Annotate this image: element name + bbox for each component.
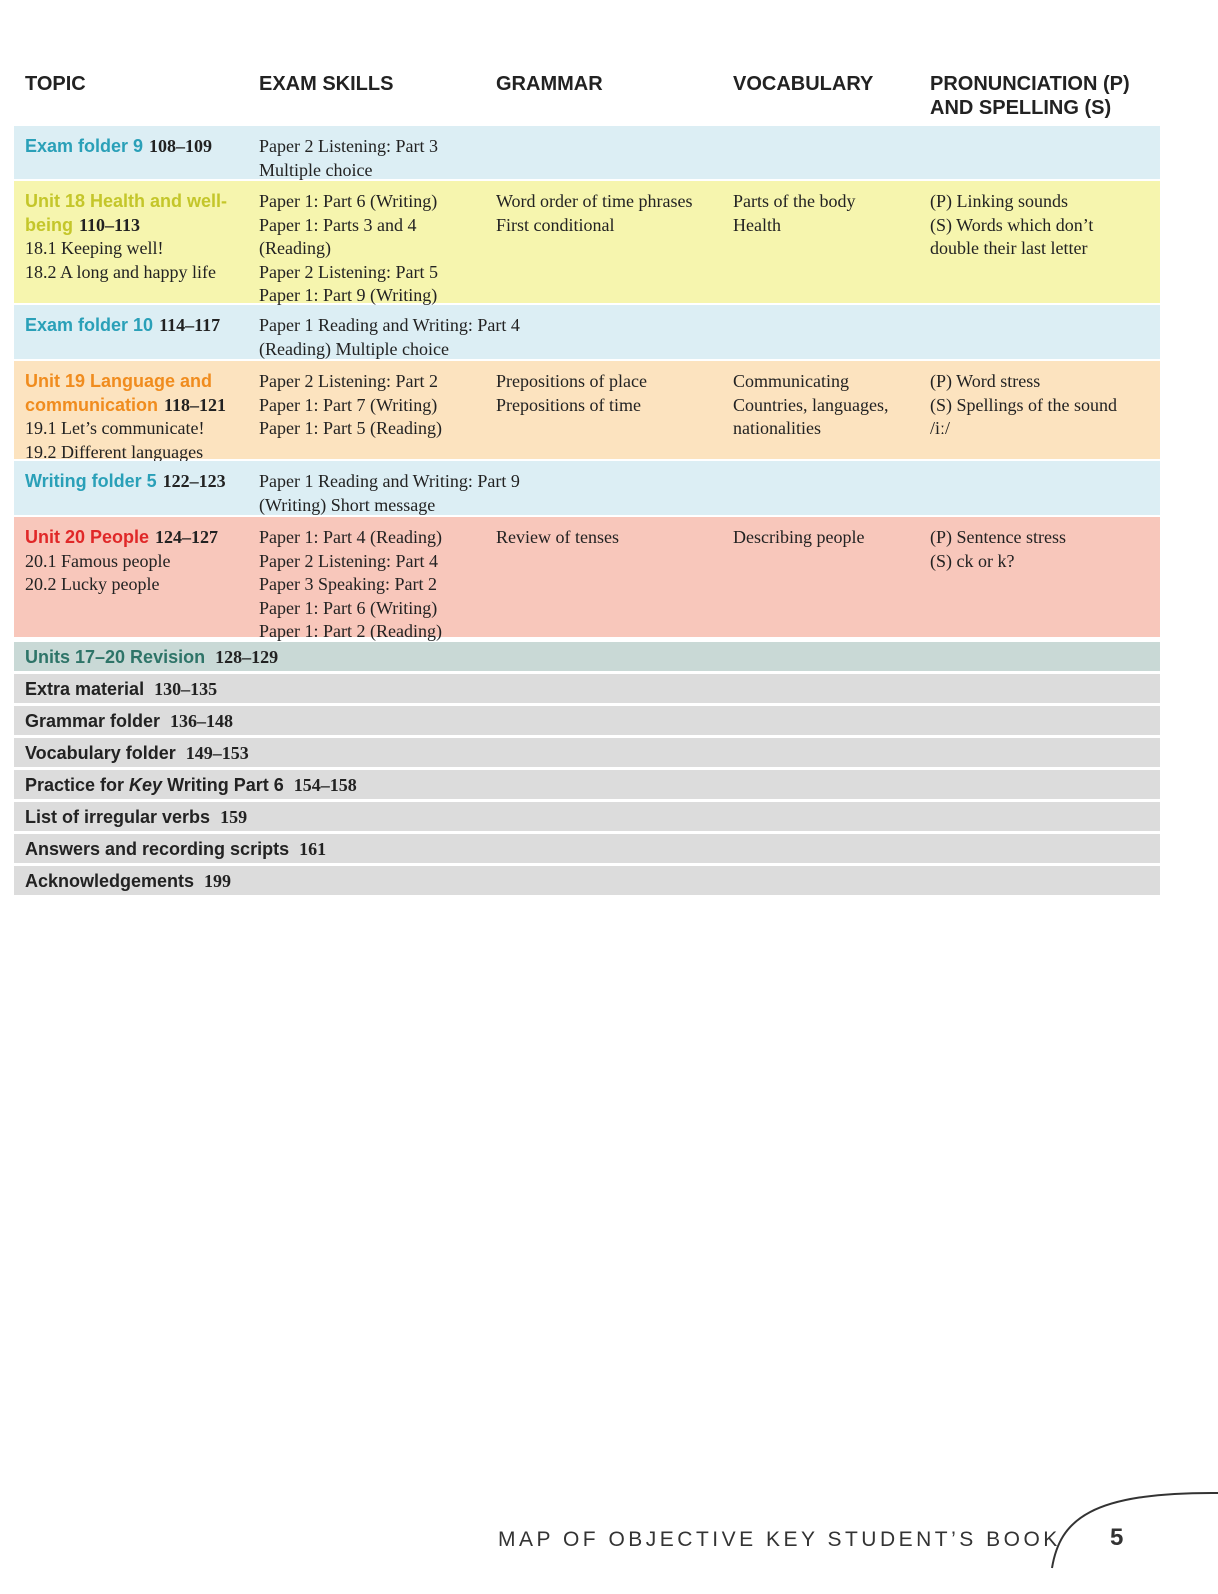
exam-skill-line: Multiple choice — [259, 159, 373, 180]
topic-cell — [25, 370, 253, 464]
pronunciation-line: (S) Words which don’t — [930, 214, 1094, 235]
appendix-title: Acknowledgements — [25, 871, 195, 891]
topic-title-line — [25, 370, 253, 394]
topic-title: Exam folder 10 — [25, 315, 154, 335]
topic-title: Exam folder 9 — [25, 136, 144, 156]
appendix-label — [25, 707, 233, 736]
pronunciation-line: (S) ck or k? — [930, 550, 1015, 571]
header-topic: TOPIC — [25, 73, 86, 95]
topic-title-line — [25, 214, 253, 238]
exam-skill-line: Paper 2 Listening: Part 3 — [259, 136, 438, 156]
header-grammar: GRAMMAR — [496, 73, 603, 95]
vocabulary-cell — [733, 370, 923, 441]
topic-pages: 114–117 — [159, 315, 221, 335]
grammar-line: Word order of time phrases — [496, 191, 693, 211]
exam-skill-line: Paper 2 Listening: Part 2 — [259, 371, 438, 391]
header-pronunciation-line: PRONUNCIATION (P) — [930, 73, 1130, 95]
exam-skill-line: Paper 1: Parts 3 and 4 — [259, 214, 417, 235]
appendix-pages: 128–129 — [215, 647, 279, 667]
grammar-line: Prepositions of time — [496, 394, 641, 415]
appendix-label — [25, 643, 278, 672]
appendix-label — [25, 771, 357, 800]
appendix-row — [14, 802, 1160, 831]
appendix-pages: 199 — [204, 871, 232, 891]
table-row — [14, 517, 1160, 641]
exam-skill-line: Paper 1: Part 7 (Writing) — [259, 394, 438, 415]
topic-title: Unit 19 Language and — [25, 371, 213, 391]
vocabulary-line: nationalities — [733, 418, 821, 438]
topic-pages: 118–121 — [164, 394, 227, 415]
exam-skill-line: (Reading) Multiple choice — [259, 338, 449, 359]
topic-title-line — [25, 470, 253, 494]
vocabulary-cell — [733, 526, 923, 550]
pronunciation-line: double their last letter — [930, 238, 1088, 258]
appendix-label — [25, 803, 247, 832]
pronunciation-line: (P) Sentence stress — [930, 527, 1066, 547]
header-exam-skills: EXAM SKILLS — [259, 73, 394, 95]
table-row — [14, 126, 1160, 179]
exam-skill-line: Paper 2 Listening: Part 4 — [259, 550, 438, 571]
topic-lesson: 18.1 Keeping well! — [25, 238, 164, 258]
exam-skill-line: Paper 2 Listening: Part 5 — [259, 261, 438, 282]
appendix-title: Answers and recording scripts — [25, 839, 290, 859]
appendix-row — [14, 834, 1160, 863]
exam-skill-line: Paper 1 Reading and Writing: Part 4 — [259, 315, 520, 335]
header-pronunciation — [930, 72, 1130, 120]
appendix-row — [14, 770, 1160, 799]
appendix-title: Units 17–20 Revision — [25, 647, 206, 667]
appendix-row — [14, 674, 1160, 703]
exam-skills-cell — [259, 370, 481, 441]
exam-skills-cell — [259, 470, 520, 517]
vocabulary-line: Describing people — [733, 527, 865, 547]
exam-skill-line: Paper 1: Part 5 (Reading) — [259, 418, 442, 438]
grammar-cell — [496, 526, 724, 550]
appendix-pages: 154–158 — [293, 775, 357, 795]
pronunciation-cell — [930, 190, 1155, 261]
appendix-pages: 136–148 — [170, 711, 234, 731]
topic-lesson: 20.1 Famous people — [25, 550, 171, 571]
exam-skill-line: Paper 1: Part 2 (Reading) — [259, 621, 442, 641]
grammar-line: First conditional — [496, 214, 615, 235]
appendix-pages: 149–153 — [185, 743, 249, 763]
footer-title: MAP OF OBJECTIVE KEY STUDENT’S BOOK — [498, 1528, 1061, 1551]
vocabulary-line: Countries, languages, — [733, 394, 889, 415]
topic-title-line — [25, 190, 253, 214]
topic-title-line — [25, 314, 253, 338]
exam-skill-line: Paper 1: Part 6 (Writing) — [259, 191, 438, 211]
vocabulary-cell — [733, 190, 923, 237]
grammar-cell — [496, 370, 724, 417]
topic-lesson: 18.2 A long and happy life — [25, 261, 216, 282]
topic-pages: 110–113 — [79, 214, 141, 235]
topic-title-line — [25, 135, 253, 159]
topic-cell — [25, 526, 253, 597]
appendix-title: Extra material — [25, 679, 145, 699]
exam-skill-line: (Writing) Short message — [259, 494, 436, 515]
topic-lesson: 19.1 Let’s communicate! — [25, 418, 205, 438]
appendix-row — [14, 706, 1160, 735]
exam-skill-line: Paper 1: Part 4 (Reading) — [259, 527, 442, 547]
exam-skills-cell — [259, 190, 481, 308]
exam-skills-cell — [259, 314, 520, 361]
vocabulary-line: Parts of the body — [733, 191, 856, 211]
appendix-label — [25, 675, 217, 704]
exam-skill-line: Paper 3 Speaking: Part 2 — [259, 574, 437, 594]
header-vocabulary: VOCABULARY — [733, 73, 874, 95]
pronunciation-line: (S) Spellings of the sound — [930, 394, 1117, 415]
exam-skills-cell — [259, 135, 481, 182]
appendix-title-rest: Writing Part 6 — [162, 775, 284, 795]
appendix-pages: 159 — [220, 807, 248, 827]
topic-pages: 124–127 — [155, 527, 219, 547]
topic-pages: 122–123 — [162, 471, 226, 491]
table-row — [14, 181, 1160, 303]
appendix-title: Practice for — [25, 775, 130, 795]
topic-title: Unit 18 Health and well- — [25, 191, 228, 211]
topic-cell — [25, 470, 253, 494]
table-row — [14, 461, 1160, 515]
grammar-cell — [496, 190, 724, 237]
appendix-title: Grammar folder — [25, 711, 161, 731]
topic-title: being — [25, 214, 73, 235]
exam-skill-line: Paper 1 Reading and Writing: Part 9 — [259, 471, 520, 491]
appendix-title: List of irregular verbs — [25, 807, 211, 827]
appendix-title: Vocabulary folder — [25, 743, 176, 763]
appendix-pages: 130–135 — [154, 679, 218, 699]
grammar-line: Review of tenses — [496, 527, 619, 547]
vocabulary-line: Communicating — [733, 371, 849, 391]
page-number: 5 — [1110, 1524, 1124, 1551]
header-pronunciation-line: AND SPELLING (S) — [930, 97, 1112, 119]
exam-skill-line: Paper 1: Part 9 (Writing) — [259, 285, 438, 305]
appendix-label — [25, 835, 326, 864]
appendix-pages: 161 — [299, 839, 327, 859]
topic-lesson: 19.2 Different languages — [25, 441, 204, 462]
table-row — [14, 305, 1160, 359]
appendix-row — [14, 738, 1160, 767]
appendix-row — [14, 642, 1160, 671]
exam-skill-line: (Reading) — [259, 238, 331, 258]
appendix-label — [25, 739, 249, 768]
topic-lesson: 20.2 Lucky people — [25, 574, 160, 594]
pronunciation-line: /iː/ — [930, 418, 951, 438]
topic-title-line — [25, 394, 253, 418]
topic-title: Unit 20 People — [25, 527, 150, 547]
pronunciation-cell — [930, 526, 1155, 573]
exam-skills-cell — [259, 526, 481, 644]
page-corner-curve-icon — [1050, 1490, 1218, 1570]
topic-pages: 108–109 — [149, 136, 213, 156]
grammar-line: Prepositions of place — [496, 371, 647, 391]
appendix-title-italic: Key — [129, 775, 163, 795]
topic-title-line — [25, 526, 253, 550]
pronunciation-cell — [930, 370, 1155, 441]
topic-cell — [25, 190, 253, 284]
appendix-row — [14, 866, 1160, 895]
exam-skill-line: Paper 1: Part 6 (Writing) — [259, 597, 438, 618]
topic-title: communication — [25, 394, 159, 415]
table-header — [0, 72, 1218, 128]
topic-cell — [25, 135, 253, 159]
vocabulary-line: Health — [733, 214, 781, 235]
table-row — [14, 361, 1160, 462]
pronunciation-line: (P) Linking sounds — [930, 191, 1069, 211]
topic-title: Writing folder 5 — [25, 471, 157, 491]
appendix-label — [25, 867, 231, 896]
pronunciation-line: (P) Word stress — [930, 371, 1041, 391]
topic-cell — [25, 314, 253, 338]
